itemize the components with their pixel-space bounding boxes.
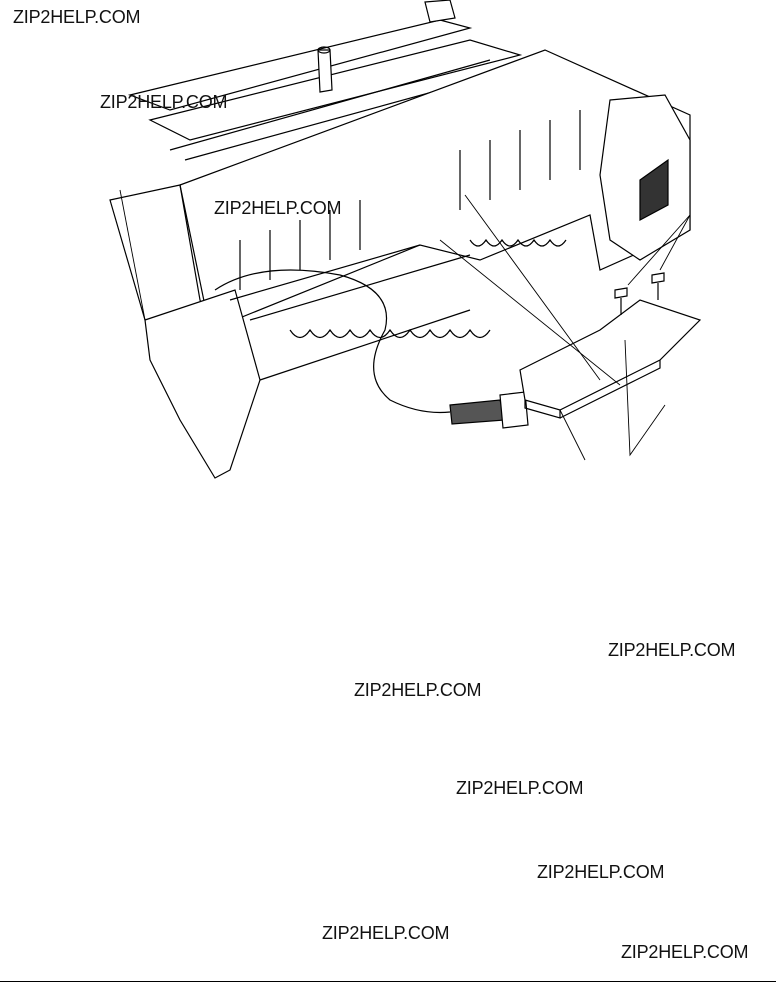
watermark-text: ZIP2HELP.COM [537,862,665,882]
watermark-text: ZIP2HELP.COM [214,198,342,218]
watermark-text: ZIP2HELP.COM [354,680,482,700]
watermark-text: ZIP2HELP.COM [100,92,228,112]
main-frame [110,50,690,478]
watermark-text: ZIP2HELP.COM [322,923,450,943]
watermark-text: ZIP2HELP.COM [621,942,749,962]
page-bottom-rule [0,981,776,982]
circuit-board [520,300,700,418]
watermark-text: ZIP2HELP.COM [456,778,584,798]
watermark-text: ZIP2HELP.COM [608,640,736,660]
guide-post [318,47,332,92]
watermark-text: ZIP2HELP.COM [13,7,141,27]
